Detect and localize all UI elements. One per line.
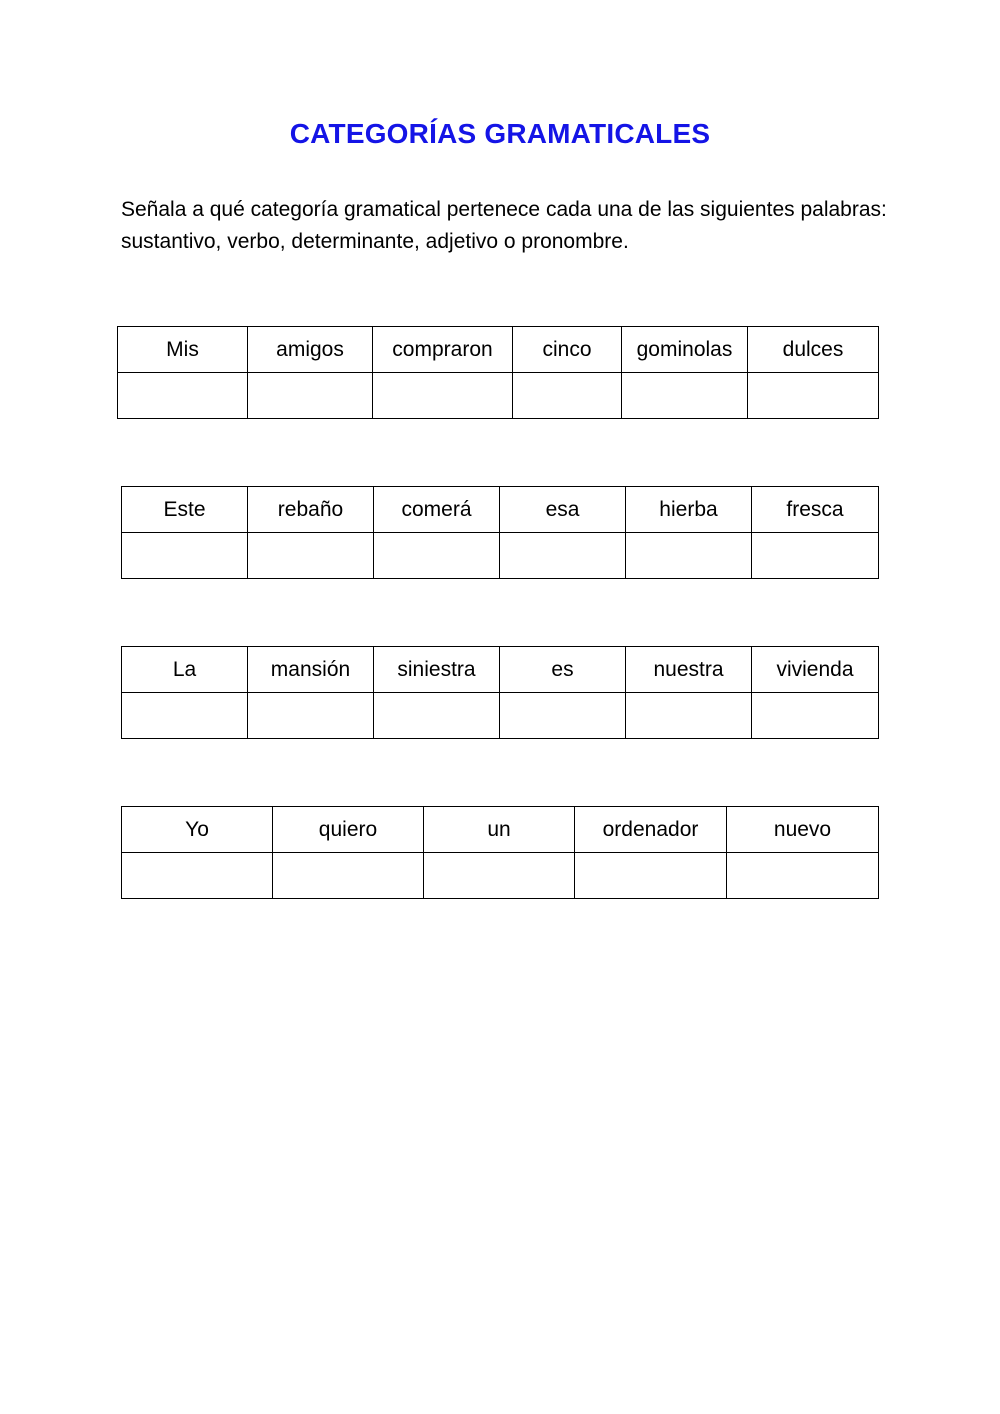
word-table-4 [121,806,879,899]
word-cell: comerá [374,487,500,533]
answer-cell[interactable] [500,533,626,579]
word-cell: Yo [122,807,273,853]
word-cell: Este [122,487,248,533]
answers-row [118,373,879,419]
answer-cell[interactable] [122,853,273,899]
answer-cell[interactable] [248,373,373,419]
answer-cell[interactable] [374,693,500,739]
word-cell: fresca [752,487,879,533]
answer-cell[interactable] [575,853,727,899]
answer-cell[interactable] [122,533,248,579]
word-table-3 [121,646,879,739]
word-cell: gominolas [622,327,748,373]
word-cell: hierba [626,487,752,533]
words-row [122,487,879,533]
instructions-text: Señala a qué categoría gramatical pertenece cada una de las siguientes palabras: sustantivo, verbo, determinante, adjetivo o pronombre. [121,198,887,253]
answer-cell[interactable] [374,533,500,579]
word-cell: esa [500,487,626,533]
word-cell: Mis [118,327,248,373]
words-row [118,327,879,373]
word-table-1 [117,326,879,419]
word-cell: nuestra [626,647,752,693]
word-cell: siniestra [374,647,500,693]
answers-row [122,693,879,739]
answer-cell[interactable] [248,533,374,579]
answer-cell[interactable] [118,373,248,419]
word-cell: mansión [248,647,374,693]
answer-cell[interactable] [122,693,248,739]
answer-cell[interactable] [513,373,622,419]
word-cell: cinco [513,327,622,373]
word-cell: nuevo [727,807,879,853]
word-cell: un [424,807,575,853]
answer-cell[interactable] [752,533,879,579]
answer-cell[interactable] [373,373,513,419]
page-title: CATEGORÍAS GRAMATICALES [289,118,711,149]
word-cell: rebaño [248,487,374,533]
word-cell: es [500,647,626,693]
answer-cell[interactable] [727,853,879,899]
answer-cell[interactable] [424,853,575,899]
word-cell: compraron [373,327,513,373]
word-table-2 [121,486,879,579]
word-cell: amigos [248,327,373,373]
word-cell: vivienda [752,647,879,693]
words-row [122,807,879,853]
answer-cell[interactable] [273,853,424,899]
word-cell: ordenador [575,807,727,853]
answer-cell[interactable] [248,693,374,739]
answer-cell[interactable] [626,533,752,579]
answer-cell[interactable] [500,693,626,739]
answer-cell[interactable] [626,693,752,739]
answer-cell[interactable] [752,693,879,739]
answer-cell[interactable] [748,373,879,419]
answers-row [122,853,879,899]
answer-cell[interactable] [622,373,748,419]
word-cell: La [122,647,248,693]
words-row [122,647,879,693]
word-cell: quiero [273,807,424,853]
answers-row [122,533,879,579]
word-cell: dulces [748,327,879,373]
